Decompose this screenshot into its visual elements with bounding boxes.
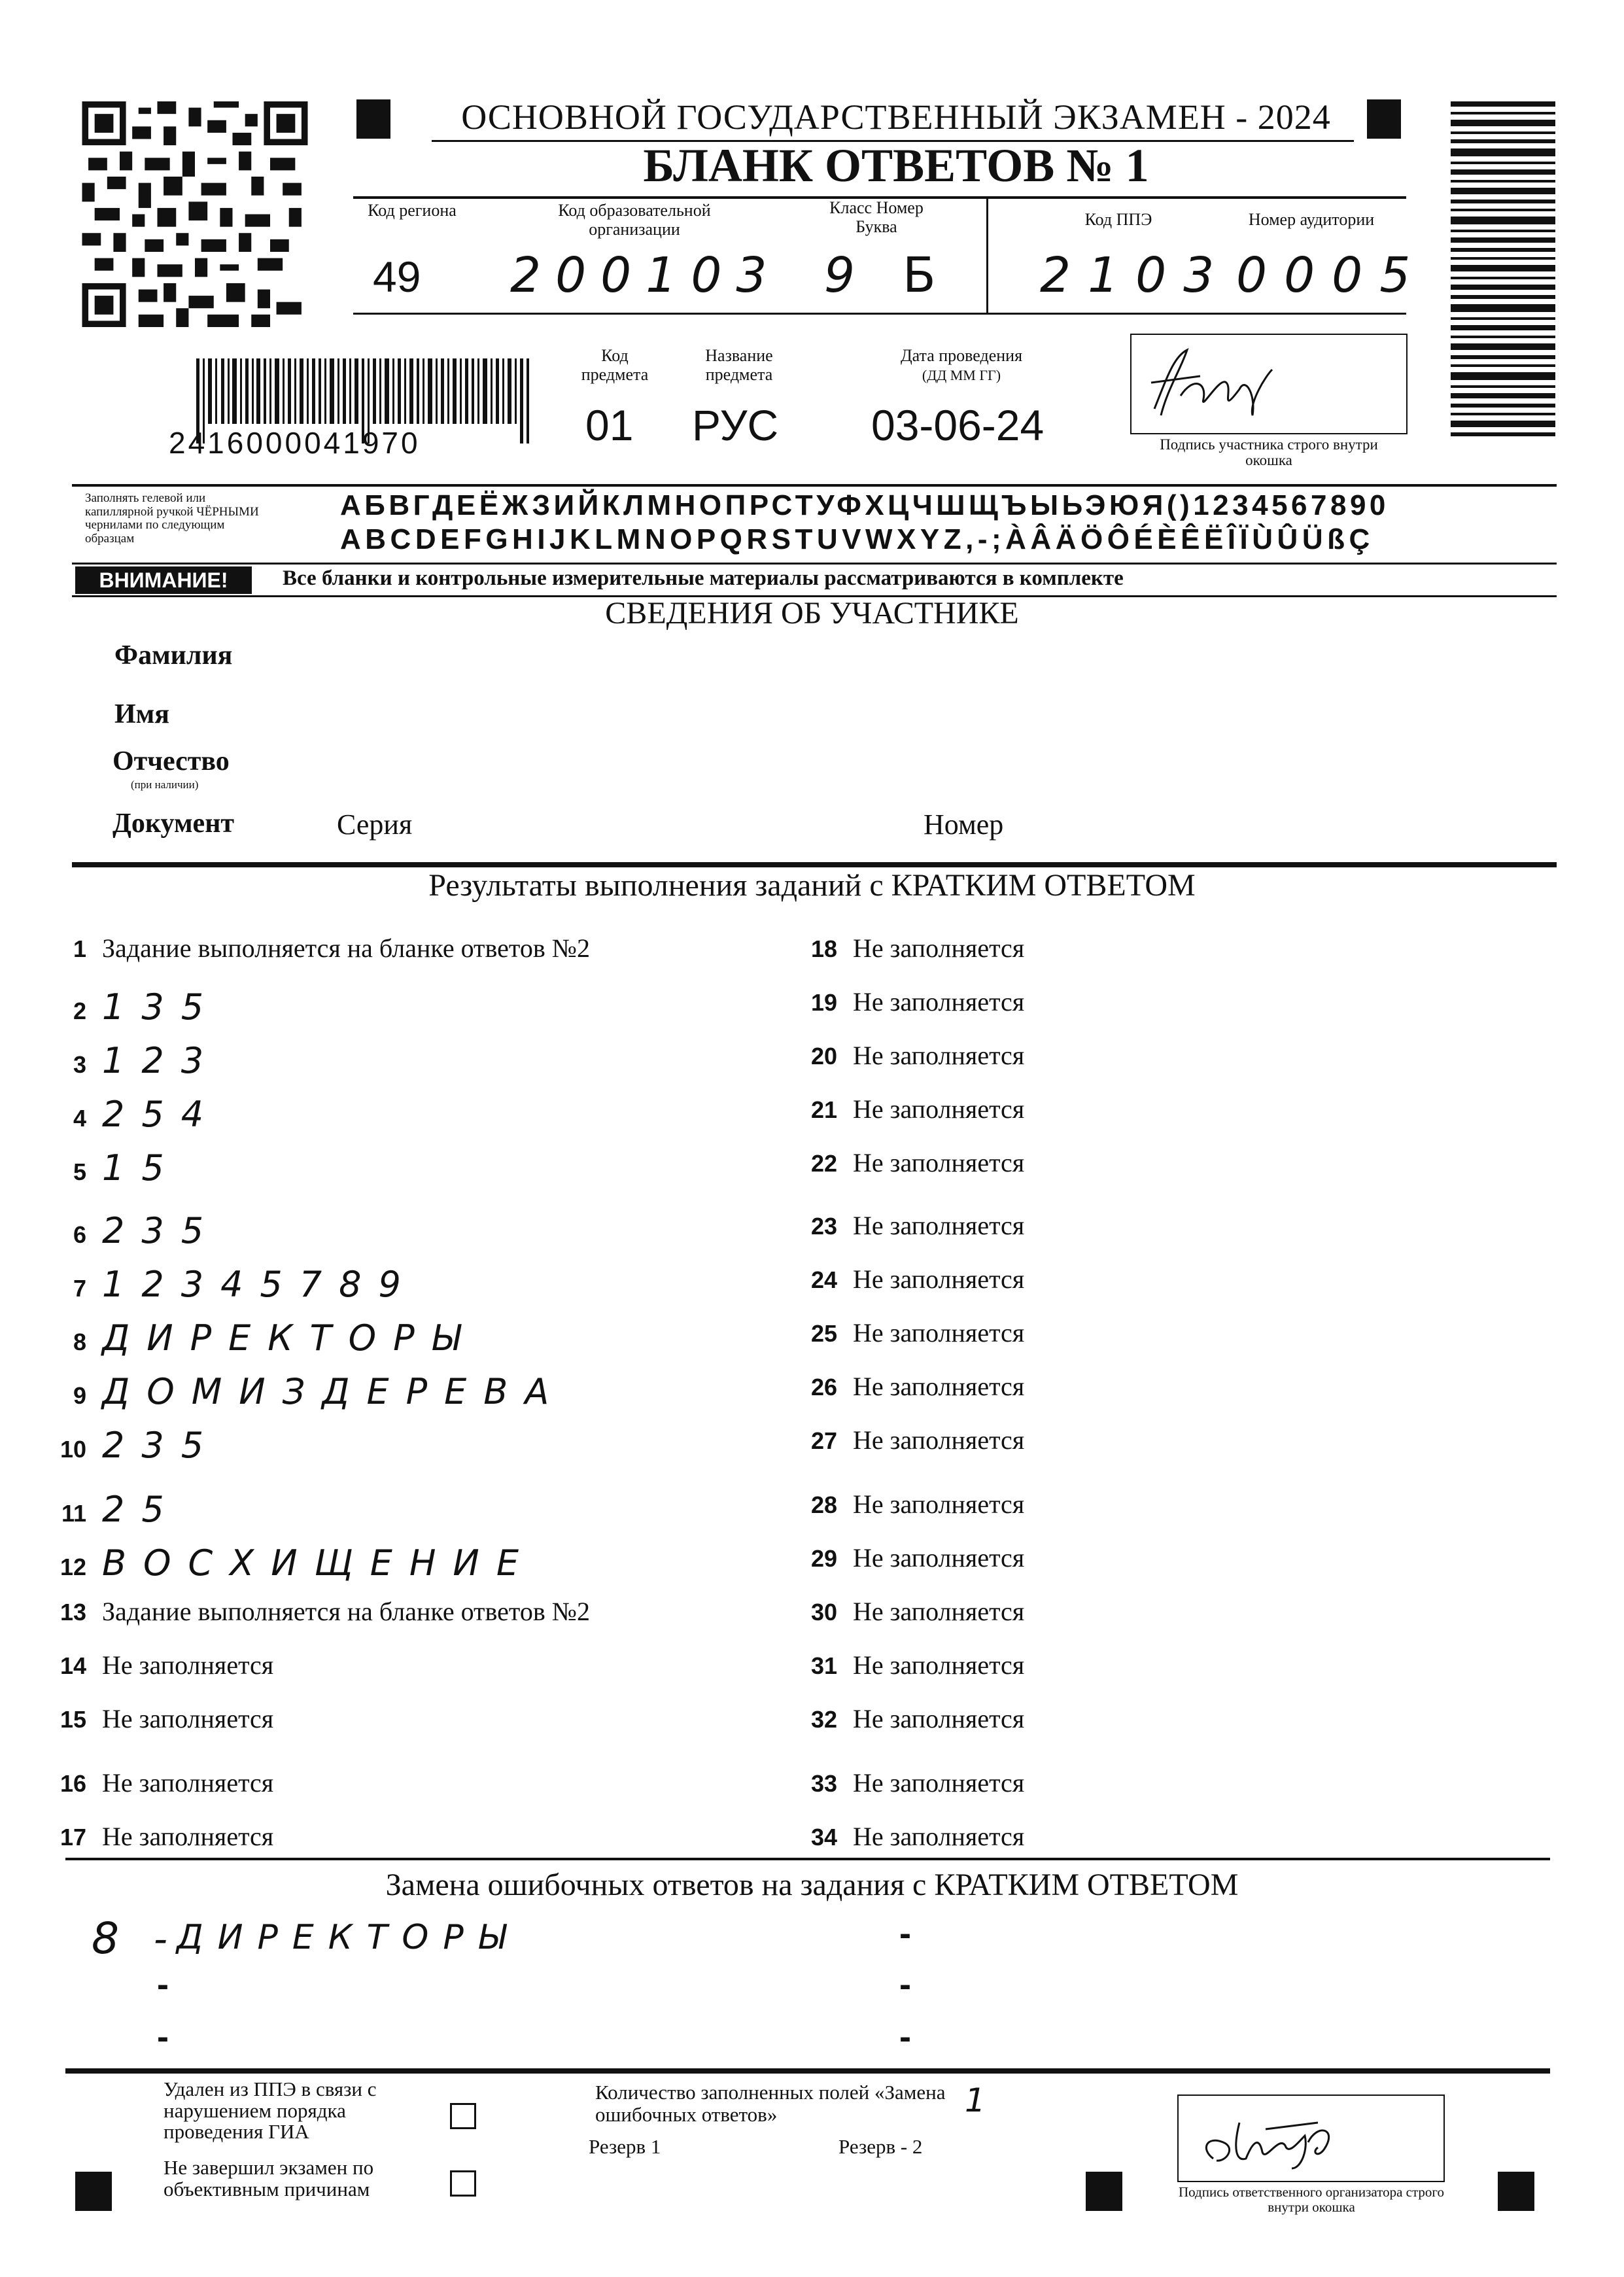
task-number: 23 xyxy=(810,1213,837,1240)
task-status-text: Не заполняется xyxy=(853,1148,1025,1177)
task-number: 9 xyxy=(73,1382,86,1409)
result-row xyxy=(47,1596,590,1627)
count-text: Количество заполненных полей «Замена ошибочных ответов» xyxy=(595,2081,946,2127)
handwritten-answer: 135 xyxy=(102,986,221,1028)
task-number: 7 xyxy=(73,1275,86,1302)
task-status-text: Не заполняется xyxy=(853,1650,1025,1680)
name-label: Имя xyxy=(114,699,169,729)
warning-badge: ВНИМАНИЕ! xyxy=(75,566,252,594)
subject-code-value: 01 xyxy=(585,401,634,449)
task-number: 21 xyxy=(810,1096,837,1123)
task-number: 17 xyxy=(60,1824,86,1851)
participant-signature-caption: Подпись участника строго внутри окошка xyxy=(1160,436,1378,469)
result-row xyxy=(47,1040,220,1081)
task-number: 6 xyxy=(73,1221,86,1248)
task-number: 30 xyxy=(810,1599,837,1625)
participant-section-title: СВЕДЕНИЯ ОБ УЧАСТНИКЕ xyxy=(605,596,1019,631)
number-label: Номер xyxy=(924,808,1004,841)
subject-code-label: Код предмета xyxy=(581,346,649,384)
series-label: Серия xyxy=(337,808,413,841)
task-status-text: Не заполняется xyxy=(853,1094,1025,1124)
sample-row-cyrillic: АБВГДЕЁЖЗИЙКЛМНОПРСТУФХЦЧШЩЪЫЬЭЮЯ()1234567890 xyxy=(340,489,1389,521)
result-row xyxy=(798,1767,1024,1798)
task-status-text: Не заполняется xyxy=(853,1211,1025,1240)
task-number: 8 xyxy=(73,1329,86,1355)
task-status-text: Не заполняется xyxy=(853,1543,1025,1573)
task-number: 19 xyxy=(810,989,837,1016)
sample-top-line xyxy=(72,484,1557,487)
result-row xyxy=(47,1264,418,1305)
task-number: 2 xyxy=(73,998,86,1024)
room-label: Номер аудитории xyxy=(1248,210,1375,229)
organizer-signature xyxy=(1187,2096,1370,2175)
warning-text: Все бланки и контрольные измерительные материалы рассматриваются в комплекте xyxy=(283,566,1124,590)
handwritten-answer: ДОМИЗДЕРЕВА xyxy=(102,1371,566,1412)
result-row xyxy=(798,1425,1024,1455)
task-status-text: Не заполняется xyxy=(853,1489,1025,1519)
task-number: 10 xyxy=(60,1436,86,1463)
ppe-value: 2103 xyxy=(1040,247,1232,304)
org-value: 200103 xyxy=(510,247,782,304)
task-status-text: Не заполняется xyxy=(853,1597,1025,1626)
result-row xyxy=(47,1767,273,1798)
result-row xyxy=(798,1371,1024,1402)
replacement-entry-text: ДИРЕКТОРЫ xyxy=(177,1918,521,1957)
result-row xyxy=(798,1489,1024,1520)
class-label: Класс Номер Буква xyxy=(829,198,924,236)
registration-mark-bottom-left xyxy=(75,2172,112,2211)
result-row xyxy=(47,1147,181,1189)
result-row xyxy=(798,1703,1024,1734)
reserve-1: Резерв 1 xyxy=(589,2135,661,2158)
removed-text: Удален из ППЭ в связи с нарушением порядка проведения ГИА xyxy=(164,2077,377,2144)
result-row xyxy=(47,1489,181,1530)
replacement-section-title: Замена ошибочных ответов на задания с КРАТКИМ ОТВЕТОМ xyxy=(385,1868,1239,1902)
task-number: 13 xyxy=(60,1599,86,1625)
class-number: 9 xyxy=(824,247,855,304)
result-row xyxy=(798,1094,1024,1124)
task-number: 24 xyxy=(810,1266,837,1293)
registration-mark-top-right xyxy=(1367,99,1401,139)
task-status-text: Не заполняется xyxy=(853,1425,1025,1455)
task-number: 14 xyxy=(60,1652,86,1679)
handwritten-answer: 254 xyxy=(102,1094,221,1135)
subject-name-label: Название предмета xyxy=(705,346,773,384)
form-name: БЛАНК ОТВЕТОВ № 1 xyxy=(643,139,1149,192)
task-status-text: Не заполняется xyxy=(102,1822,274,1851)
result-row xyxy=(47,1425,220,1466)
task-status-text: Не заполняется xyxy=(853,1041,1025,1070)
result-row xyxy=(47,1703,273,1734)
handwritten-answer: ДИРЕКТОРЫ xyxy=(102,1317,477,1359)
replacement-dash-r3: - xyxy=(899,2017,911,2057)
task-number: 18 xyxy=(810,935,837,962)
task-number: 5 xyxy=(73,1158,86,1185)
replacement-dash-l3: - xyxy=(157,2017,169,2057)
count-value: 1 xyxy=(965,2081,986,2119)
task-number: 20 xyxy=(810,1043,837,1069)
task-status-text: Не заполняется xyxy=(853,933,1025,963)
task-status-text: Не заполняется xyxy=(853,1822,1025,1851)
handwritten-answer: 25 xyxy=(102,1489,181,1530)
surname-label: Фамилия xyxy=(114,640,233,670)
subject-name-value: РУС xyxy=(692,401,779,449)
date-label: Дата проведения xyxy=(900,346,1023,365)
region-label: Код региона xyxy=(368,201,457,220)
task-number: 29 xyxy=(810,1545,837,1572)
task-number: 33 xyxy=(810,1770,837,1797)
barcode-number: 2416000041970 xyxy=(169,426,421,460)
handwritten-answer: 123 xyxy=(102,1040,221,1081)
result-row xyxy=(47,1542,536,1584)
task-number: 1 xyxy=(73,935,86,962)
not-finished-checkbox[interactable] xyxy=(450,2170,476,2197)
result-row xyxy=(47,1650,273,1680)
codes-bottom-line xyxy=(353,313,1406,315)
side-barcode xyxy=(1451,101,1555,442)
result-row xyxy=(798,1040,1024,1071)
task-number: 26 xyxy=(810,1374,837,1400)
task-status-text: Не заполняется xyxy=(853,1704,1025,1733)
exam-title: ОСНОВНОЙ ГОСУДАРСТВЕННЫЙ ЭКЗАМЕН - 2024 xyxy=(461,97,1331,137)
handwritten-answer: ВОСХИЩЕНИЕ xyxy=(102,1542,536,1584)
task-number: 12 xyxy=(60,1554,86,1580)
footer-top-line xyxy=(65,2068,1550,2074)
task-number: 4 xyxy=(73,1105,86,1132)
replacement-dash-l2: - xyxy=(157,1965,169,2004)
replacement-dash-r2: - xyxy=(899,1965,911,2004)
result-row xyxy=(798,986,1024,1017)
task-number: 3 xyxy=(73,1051,86,1078)
not-finished-text: Не завершил экзамен по объективным причинам xyxy=(164,2156,374,2200)
patronymic-note: (при наличии) xyxy=(131,778,199,791)
result-row xyxy=(47,986,220,1028)
task-number: 15 xyxy=(60,1706,86,1733)
task-number: 11 xyxy=(61,1500,86,1527)
task-status-text: Не заполняется xyxy=(102,1704,274,1733)
replacement-entry-dash: - xyxy=(154,1917,167,1961)
result-row xyxy=(798,1264,1024,1295)
result-row xyxy=(798,933,1024,964)
result-row xyxy=(798,1542,1024,1573)
handwritten-answer: 15 xyxy=(102,1147,181,1189)
result-row xyxy=(798,1596,1024,1627)
replacement-dash-r1: - xyxy=(899,1914,911,1953)
task-number: 16 xyxy=(60,1770,86,1797)
date-value: 03-06-24 xyxy=(871,401,1045,449)
patronymic-label: Отчество xyxy=(112,746,230,776)
task-status-text: Не заполняется xyxy=(853,1318,1025,1347)
result-row xyxy=(798,1821,1024,1852)
result-row xyxy=(47,933,590,964)
task-number: 34 xyxy=(810,1824,837,1851)
class-letter: Б xyxy=(903,247,936,304)
results-section-title: Результаты выполнения заданий с КРАТКИМ ОТВЕТОМ xyxy=(428,868,1196,903)
participant-signature xyxy=(1141,337,1285,428)
task-status-text: Не заполняется xyxy=(853,1372,1025,1401)
region-value: 49 xyxy=(373,252,421,301)
sample-bottom-line xyxy=(72,563,1557,565)
task-number: 27 xyxy=(810,1427,837,1454)
handwritten-answer: 235 xyxy=(102,1425,221,1466)
organizer-signature-caption: Подпись ответственного организатора строго внутри окошка xyxy=(1178,2184,1445,2216)
codes-divider xyxy=(986,196,988,314)
org-label: Код образовательной организации xyxy=(558,201,711,239)
result-row xyxy=(47,1371,566,1412)
registration-mark-bottom-right xyxy=(1498,2172,1534,2211)
ppe-label: Код ППЭ xyxy=(1084,210,1152,229)
room-value: 0005 xyxy=(1236,247,1428,304)
results-top-line xyxy=(72,862,1557,867)
result-row xyxy=(798,1317,1024,1348)
task-number: 22 xyxy=(810,1150,837,1177)
handwritten-answer: 235 xyxy=(102,1210,221,1251)
task-number: 25 xyxy=(810,1320,837,1347)
task-status-text: Не заполняется xyxy=(853,1264,1025,1294)
task-status-text: Задание выполняется на бланке ответов №2 xyxy=(102,1597,590,1626)
result-row xyxy=(47,1210,220,1251)
task-status-text: Не заполняется xyxy=(853,1768,1025,1798)
task-status-text: Задание выполняется на бланке ответов №2 xyxy=(102,933,590,963)
result-row xyxy=(798,1650,1024,1680)
result-row xyxy=(47,1821,273,1852)
task-number: 31 xyxy=(810,1652,837,1679)
task-status-text: Не заполняется xyxy=(853,987,1025,1017)
result-row xyxy=(798,1147,1024,1178)
removed-checkbox[interactable] xyxy=(450,2103,476,2129)
result-row xyxy=(47,1094,220,1135)
task-number: 28 xyxy=(810,1491,837,1518)
result-row xyxy=(47,1317,477,1359)
task-number: 32 xyxy=(810,1706,837,1733)
registration-mark-bottom-mid xyxy=(1086,2172,1122,2211)
date-format: (ДД ММ ГГ) xyxy=(922,367,1001,383)
reserve-2: Резерв - 2 xyxy=(838,2135,923,2158)
results-bottom-line xyxy=(65,1858,1550,1860)
task-status-text: Не заполняется xyxy=(102,1650,274,1680)
result-row xyxy=(798,1210,1024,1241)
replacement-entry-num: 8 xyxy=(92,1913,119,1964)
task-status-text: Не заполняется xyxy=(102,1768,274,1798)
registration-mark-top-left xyxy=(356,99,390,139)
document-label: Документ xyxy=(112,808,235,839)
handwritten-answer: 12345789 xyxy=(102,1264,418,1305)
qr-code xyxy=(77,101,313,327)
sample-instruction: Заполнять гелевой или капиллярной ручкой ЧЁРНЫМИ чернилами по следующим образцам xyxy=(85,491,259,546)
sample-row-latin: ABCDEFGHIJKLMNOPQRSTUVWXYZ,-;ÀÂÄÖÔÉÈÊËÎÏÙÛÜßÇ xyxy=(340,523,1374,555)
